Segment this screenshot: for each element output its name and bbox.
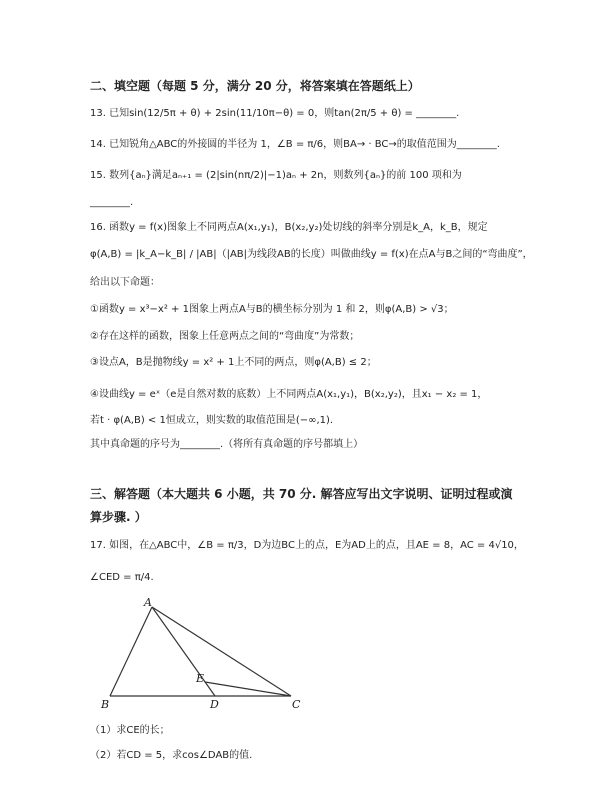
vertex-label-e: E bbox=[196, 672, 205, 685]
question-16-option-2: ②存在这样的函数，图象上任意两点之间的“弯曲度”为常数； bbox=[90, 331, 360, 342]
vertex-label-c: C bbox=[292, 698, 301, 711]
edge-ac bbox=[152, 607, 291, 696]
question-15-line-2: ________. bbox=[90, 197, 134, 208]
section-3-heading-line-2: 算步骤. ） bbox=[90, 510, 147, 524]
vertex-label-a: A bbox=[144, 596, 152, 609]
vertex-label-b: B bbox=[101, 698, 110, 711]
question-14: 14. 已知锐角△ABC的外接圆的半径为 1，∠B = π/6，则BA→ · BC→的取值范围为________. bbox=[90, 139, 500, 150]
section-3-heading-line-1: 三、解答题（本大题共 6 小题，共 70 分. 解答应写出文字说明、证明过程或演 bbox=[90, 487, 513, 501]
question-13: 13. 已知sin(12/5π + θ) + 2sin(11/10π−θ) = 0，则tan(2π/5 + θ) = ________. bbox=[90, 108, 460, 119]
question-16-option-1: ①函数y = x³−x² + 1图象上两点A与B的横坐标分别为 1 和 2，则φ(A,B) > √3； bbox=[90, 304, 454, 315]
question-16-line-2: φ(A,B) = |k_A−k_B| / |AB|（|AB|为线段AB的长度）叫做曲线y = f(x)在点A与B之间的“弯曲度”， bbox=[90, 249, 533, 260]
question-17-part-2: （2）若CD = 5，求cos∠DAB的值. bbox=[90, 750, 253, 761]
question-16-line-3: 给出以下命题： bbox=[90, 277, 160, 288]
vertex-label-d: D bbox=[210, 698, 219, 711]
question-16-option-3: ③设点A，B是抛物线y = x² + 1上不同的两点，则φ(A,B) ≤ 2； bbox=[90, 357, 377, 368]
section-2-heading: 二、填空题（每题 5 分，满分 20 分，将答案填在答题纸上） bbox=[90, 79, 420, 93]
question-16-option-4-line-2: 若t · φ(A,B) < 1恒成立，则实数的取值范围是(−∞,1). bbox=[90, 415, 334, 426]
question-16-line-1: 16. 函数y = f(x)图象上不同两点A(x₁,y₁)，B(x₂,y₂)处切线的斜率分别是k_A，k_B，规定 bbox=[90, 222, 488, 233]
question-16-ask: 其中真命题的序号为________.（将所有真命题的序号都填上） bbox=[90, 439, 364, 450]
question-16-option-4-line-1: ④设曲线y = eˣ（e是自然对数的底数）上不同两点A(x₁,y₁)，B(x₂,y₂)，且x₁ − x₂ = 1， bbox=[90, 389, 488, 400]
segment-ec bbox=[205, 682, 291, 696]
question-17-line-1: 17. 如图，在△ABC中，∠B = π/3，D为边BC上的点，E为AD上的点，且AE = 8，AC = 4√10， bbox=[90, 540, 524, 551]
question-17-part-1: （1）求CE的长； bbox=[90, 725, 170, 736]
question-17-line-2: ∠CED = π/4. bbox=[90, 572, 154, 583]
question-15-line-1: 15. 数列{aₙ}满足aₙ₊₁ = (2|sin(nπ/2)|−1)aₙ + 2n，则数列{aₙ}的前 100 项和为 bbox=[90, 170, 462, 181]
edge-ab bbox=[110, 607, 152, 696]
